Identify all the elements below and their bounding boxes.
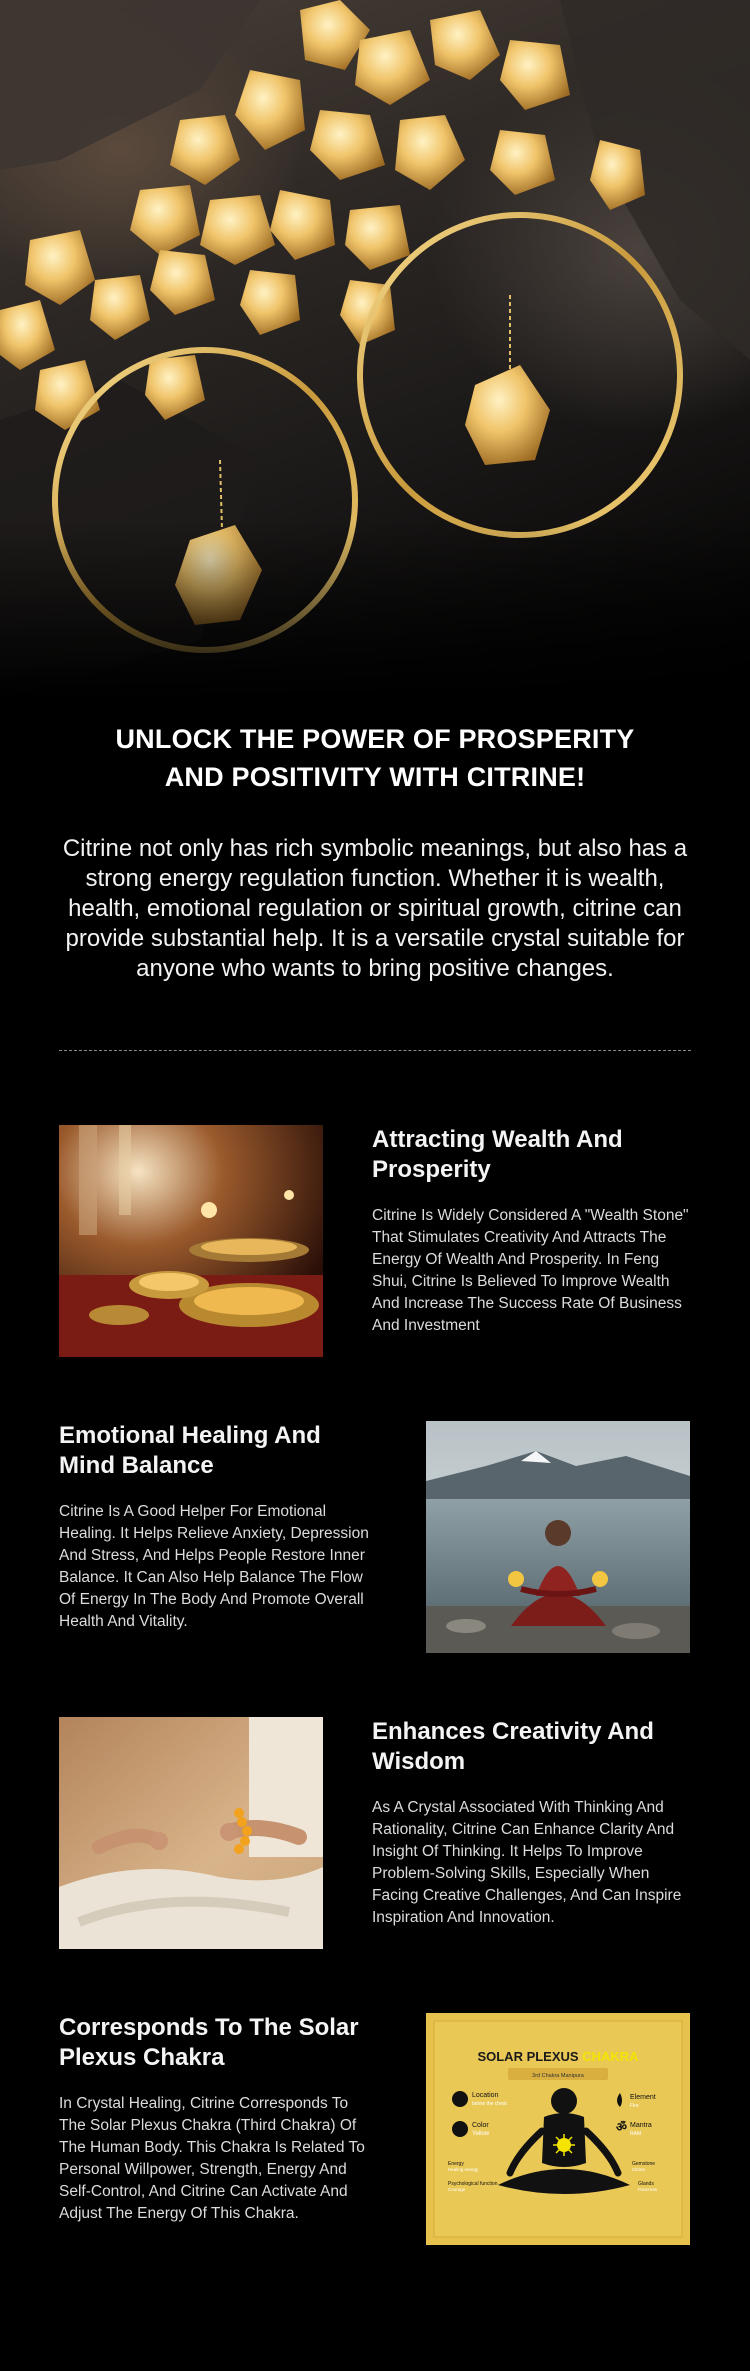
chakra-subtitle: 3rd Chakra Manipura [532, 2073, 584, 2079]
chakra-energy-value: Healing energy [448, 2167, 479, 2172]
feature-list [0, 1125, 750, 2245]
chakra-psych-label: Psychological function [448, 2181, 498, 2187]
feature-wealth-image [59, 1125, 323, 1357]
page-title-line-1: UNLOCK THE POWER OF PROSPERITY [115, 724, 635, 754]
feature-chakra [0, 2013, 750, 2245]
chakra-gemstone-value: Citrine [632, 2167, 646, 2172]
feature-emotional-body: Citrine Is A Good Helper For Emotional Healing. It Helps Relieve Anxiety, Depression And Stress, And Helps People Restore Inner Balance. It Can Also Help Balance The Flow Of Energy In The Body And Promote Overall Health And Vitality. [59, 1503, 369, 1630]
feature-chakra-title: Corresponds To The Solar Plexus Chakra [59, 2014, 359, 2071]
feature-wealth [0, 1125, 750, 1357]
chakra-title: SOLAR PLEXUS [477, 2049, 583, 2064]
chakra-element-value: Fire [630, 2103, 639, 2109]
svg-text:SOLAR PLEXUS CHAKRA [477, 2049, 639, 2064]
feature-creativity-title: Enhances Creativity And Wisdom [372, 1718, 654, 1775]
page-title-line-2: AND POSITIVITY WITH CITRINE! [164, 762, 586, 792]
om-icon: ॐ [616, 2120, 627, 2134]
feature-emotional [0, 1421, 750, 1653]
feature-creativity-body: As A Crystal Associated With Thinking And Rationality, Citrine Can Enhance Clarity And Insight Of Thinking. It Helps To Improve Problem-Solving Skills, Especially When Facing Creative Challenges, And Can Inspire Inspiration And Innovation. [372, 1799, 682, 1926]
feature-chakra-image [426, 2013, 690, 2245]
chakra-energy-label: Energy [448, 2161, 464, 2167]
feature-creativity-image [59, 1717, 323, 1949]
section-divider [59, 1050, 691, 1051]
feature-creativity [0, 1717, 750, 1949]
chakra-mantra-value: RAM [630, 2131, 642, 2137]
chakra-gemstone-label: Gemstone [632, 2161, 656, 2167]
chakra-location-label: Location [472, 2092, 499, 2099]
hero-image [0, 0, 750, 700]
chakra-title-accent: CHAKRA [582, 2049, 639, 2064]
chakra-psych-value: Courage [448, 2187, 466, 2192]
chakra-mantra-label: Mantra [630, 2122, 652, 2129]
feature-wealth-body: Citrine Is Widely Considered A "Wealth Stone" That Stimulates Creativity And Attracts The Energy Of Wealth And Prosperity. In Feng Shui, Citrine Is Believed To Improve Wealth And Increase The Success Rate Of Business And Investment [372, 1207, 689, 1334]
chakra-color-value: Yellow [472, 2131, 490, 2137]
chakra-glands-label: Glands [638, 2181, 654, 2187]
color-icon [452, 2121, 468, 2137]
intro-paragraph: Citrine not only has rich symbolic meanings, but also has a strong energy regulation function. Whether it is wealth, health, emotional regulation or spiritual growth, citrine can provide substantial help. It is a versatile crystal suitable for anyone who wants to bring positive changes. [62, 835, 688, 982]
chakra-color-label: Color [472, 2122, 489, 2129]
page-title [0, 720, 750, 796]
chakra-location-value: below the chest [472, 2101, 507, 2107]
chakra-element-label: Element [630, 2094, 656, 2101]
feature-emotional-title: Emotional Healing And Mind Balance [59, 1422, 321, 1479]
location-icon [452, 2091, 468, 2107]
feature-wealth-title: Attracting Wealth And Prosperity [372, 1126, 623, 1183]
feature-chakra-body: In Crystal Healing, Citrine Corresponds To The Solar Plexus Chakra (Third Chakra) Of The Human Body. This Chakra Is Related To Personal Willpower, Strength, Energy And Self-Control, And Citrine Can Activate And Adjust The Energy Of This Chakra. [59, 2095, 365, 2222]
hero-fade [0, 520, 750, 700]
feature-emotional-image [426, 1421, 690, 1653]
chakra-glands-value: Pancreas [638, 2187, 658, 2192]
